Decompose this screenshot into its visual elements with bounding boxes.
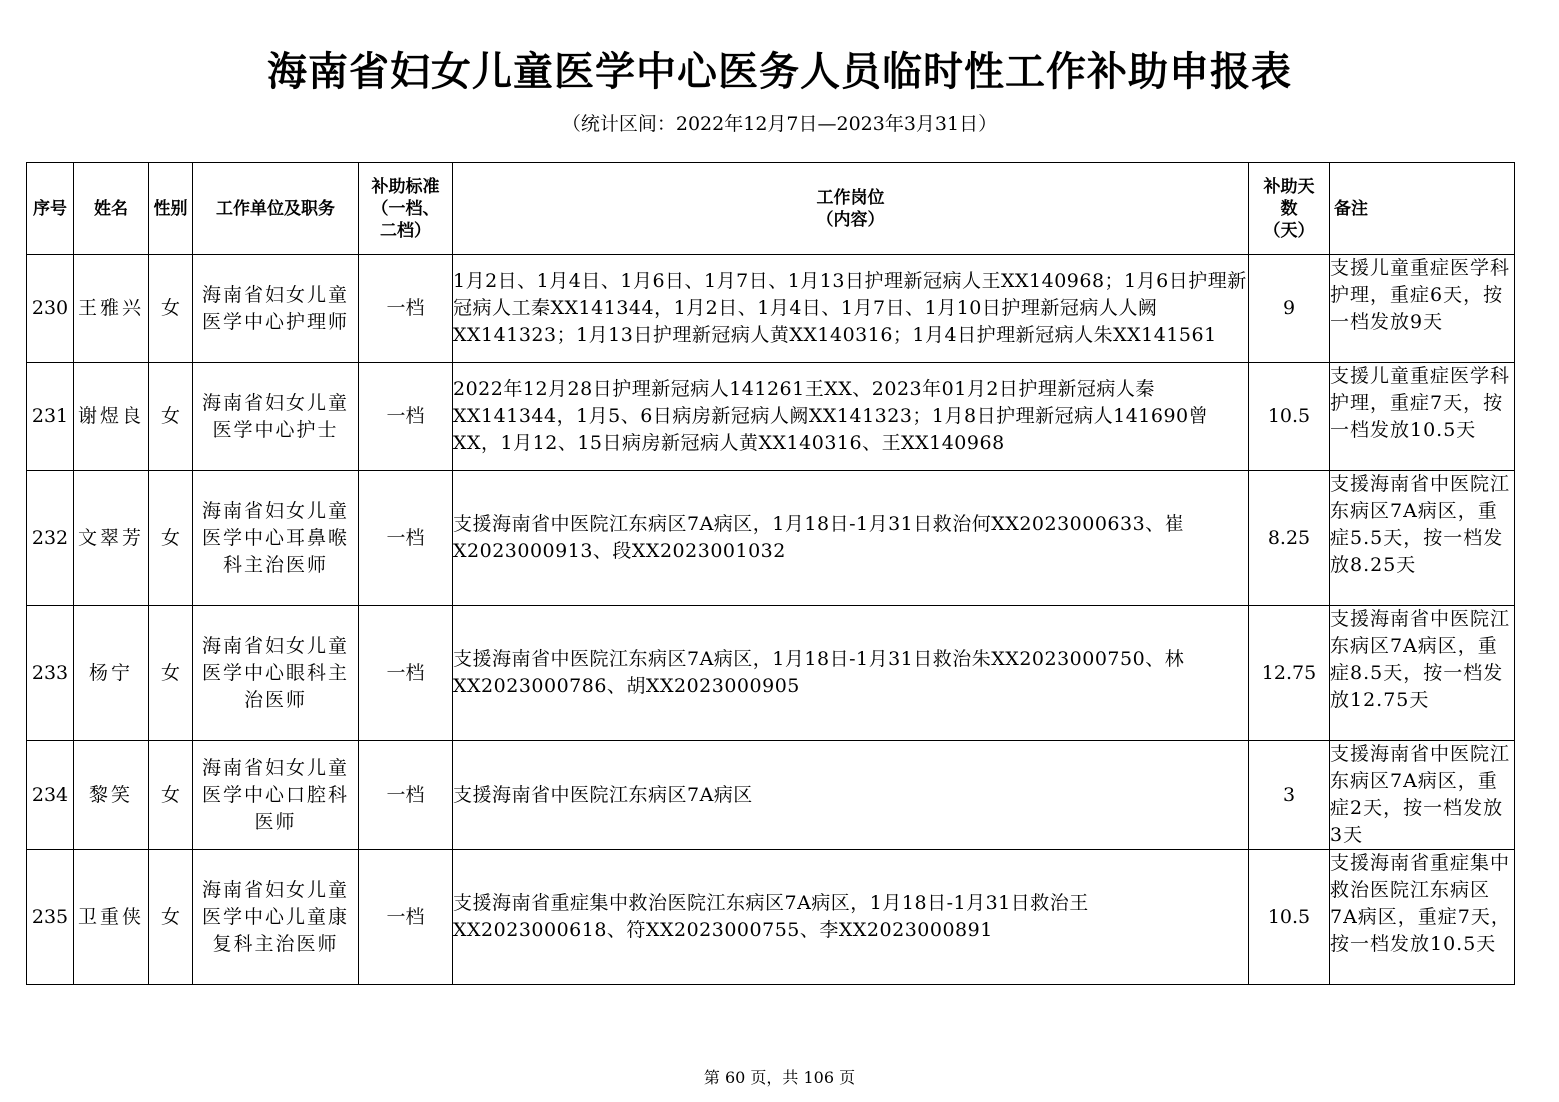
cell-name: 黎笑 bbox=[74, 741, 149, 850]
page-title: 海南省妇女儿童医学中心医务人员临时性工作补助申报表 bbox=[267, 49, 1292, 95]
cell-gender: 女 bbox=[149, 471, 193, 606]
cell-days: 3 bbox=[1249, 741, 1330, 850]
cell-gender: 女 bbox=[149, 850, 193, 985]
cell-unit: 海南省妇女儿童医学中心眼科主治医师 bbox=[193, 606, 359, 741]
cell-post: 1月2日、1月4日、1月6日、1月7日、1月13日护理新冠病人王XX140968；1月6日护理新冠病人工秦XX141344，1月2日、1月4日、1月7日、1月10日护理新冠病人人阙XX141323；1月13日护理新冠病人黄XX140316；1月4日护理新冠病人朱XX141561 bbox=[453, 255, 1249, 363]
header-days: 补助天 数 （天） bbox=[1249, 163, 1330, 255]
header-gender: 性别 bbox=[149, 163, 193, 255]
cell-name: 杨宁 bbox=[74, 606, 149, 741]
cell-seq: 232 bbox=[27, 471, 74, 606]
cell-unit: 海南省妇女儿童医学中心口腔科医师 bbox=[193, 741, 359, 850]
header-unit: 工作单位及职务 bbox=[193, 163, 359, 255]
cell-remark: 支援海南省中医院江东病区7A病区，重症2天，按一档发放3天 bbox=[1330, 741, 1515, 850]
cell-remark: 支援儿童重症医学科护理，重症6天，按一档发放9天 bbox=[1330, 255, 1515, 363]
table-header-row bbox=[27, 163, 1515, 255]
cell-unit: 海南省妇女儿童医学中心护士 bbox=[193, 363, 359, 471]
cell-standard: 一档 bbox=[359, 255, 453, 363]
cell-days: 9 bbox=[1249, 255, 1330, 363]
statistics-period: （统计区间：2022年12月7日—2023年3月31日） bbox=[561, 113, 998, 135]
cell-days: 8.25 bbox=[1249, 471, 1330, 606]
cell-post: 支援海南省中医院江东病区7A病区 bbox=[453, 741, 1249, 850]
header-post: 工作岗位 （内容） bbox=[453, 163, 1249, 255]
cell-days: 12.75 bbox=[1249, 606, 1330, 741]
header-remark: 备注 bbox=[1330, 163, 1515, 255]
cell-post: 支援海南省中医院江东病区7A病区，1月18日-1月31日救治朱XX2023000750、林XX2023000786、胡XX2023000905 bbox=[453, 606, 1249, 741]
cell-seq: 233 bbox=[27, 606, 74, 741]
cell-gender: 女 bbox=[149, 606, 193, 741]
table-row bbox=[27, 850, 1515, 985]
cell-days: 10.5 bbox=[1249, 363, 1330, 471]
header-name: 姓名 bbox=[74, 163, 149, 255]
subsidy-table bbox=[26, 162, 1515, 985]
table-row bbox=[27, 741, 1515, 850]
cell-standard: 一档 bbox=[359, 850, 453, 985]
table-row bbox=[27, 606, 1515, 741]
cell-unit: 海南省妇女儿童医学中心护理师 bbox=[193, 255, 359, 363]
header-seq: 序号 bbox=[27, 163, 74, 255]
cell-name: 王雅兴 bbox=[74, 255, 149, 363]
header-standard: 补助标准 （一档、 二档） bbox=[359, 163, 453, 255]
cell-seq: 231 bbox=[27, 363, 74, 471]
cell-remark: 支援儿童重症医学科护理，重症7天，按一档发放10.5天 bbox=[1330, 363, 1515, 471]
cell-standard: 一档 bbox=[359, 363, 453, 471]
page-number: 第 60 页，共 106 页 bbox=[703, 1068, 856, 1087]
cell-standard: 一档 bbox=[359, 471, 453, 606]
cell-standard: 一档 bbox=[359, 606, 453, 741]
cell-remark: 支援海南省重症集中救治医院江东病区7A病区，重症7天，按一档发放10.5天 bbox=[1330, 850, 1515, 985]
cell-name: 文翠芳 bbox=[74, 471, 149, 606]
cell-gender: 女 bbox=[149, 741, 193, 850]
cell-post: 支援海南省中医院江东病区7A病区，1月18日-1月31日救治何XX2023000633、崔X2023000913、段XX2023001032 bbox=[453, 471, 1249, 606]
table-row bbox=[27, 471, 1515, 606]
cell-unit: 海南省妇女儿童医学中心儿童康复科主治医师 bbox=[193, 850, 359, 985]
cell-name: 谢煜良 bbox=[74, 363, 149, 471]
cell-seq: 230 bbox=[27, 255, 74, 363]
cell-days: 10.5 bbox=[1249, 850, 1330, 985]
table-row bbox=[27, 363, 1515, 471]
cell-gender: 女 bbox=[149, 255, 193, 363]
cell-post: 支援海南省重症集中救治医院江东病区7A病区，1月18日-1月31日救治王XX2023000618、符XX2023000755、李XX2023000891 bbox=[453, 850, 1249, 985]
cell-seq: 235 bbox=[27, 850, 74, 985]
cell-gender: 女 bbox=[149, 363, 193, 471]
cell-standard: 一档 bbox=[359, 741, 453, 850]
cell-name: 卫重侠 bbox=[74, 850, 149, 985]
cell-remark: 支援海南省中医院江东病区7A病区，重症5.5天，按一档发放8.25天 bbox=[1330, 471, 1515, 606]
cell-unit: 海南省妇女儿童医学中心耳鼻喉科主治医师 bbox=[193, 471, 359, 606]
cell-seq: 234 bbox=[27, 741, 74, 850]
cell-remark: 支援海南省中医院江东病区7A病区，重症8.5天，按一档发放12.75天 bbox=[1330, 606, 1515, 741]
cell-post: 2022年12月28日护理新冠病人141261王XX、2023年01月2日护理新冠病人秦XX141344，1月5、6日病房新冠病人阙XX141323；1月8日护理新冠病人141690曾XX，1月12、15日病房新冠病人黄XX140316、王XX140968 bbox=[453, 363, 1249, 471]
table-row bbox=[27, 255, 1515, 363]
